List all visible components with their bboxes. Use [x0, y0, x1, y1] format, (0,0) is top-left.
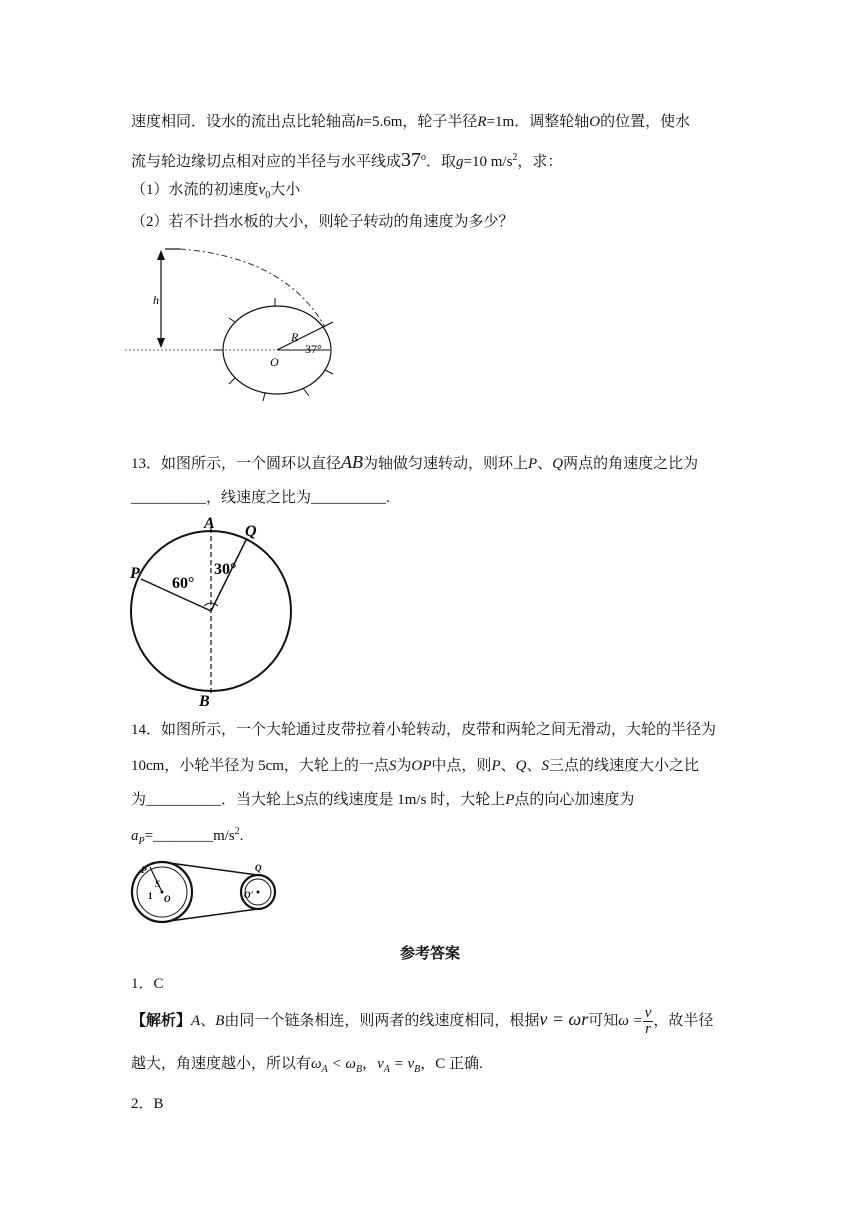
var-B: B: [215, 1012, 225, 1029]
var-a: a: [131, 828, 139, 844]
arrow-head-top: [157, 250, 165, 260]
sup: 2: [512, 152, 518, 163]
sep: 、: [537, 456, 553, 472]
text: 为轴做匀速转动，则环上: [363, 456, 529, 472]
label-P: P: [130, 565, 140, 582]
text: ，故半径: [653, 1012, 714, 1029]
q13-line2: [131, 488, 390, 508]
text: 越大，角速度越小，所以有: [131, 1056, 312, 1072]
text: .: [239, 828, 244, 844]
var-Q: Q: [515, 758, 527, 774]
text: 点的向心加速度为: [514, 792, 635, 808]
label-30: 30°: [214, 561, 237, 578]
sep: ，: [362, 1056, 378, 1072]
text: 流与轮边缘切点相对应的半径与水平线成: [131, 154, 402, 170]
q14-line1: [131, 720, 716, 740]
answer-2: 2．B: [131, 1096, 164, 1112]
label-P: P: [141, 865, 147, 875]
var-S: S: [388, 758, 397, 774]
center-O2: [257, 891, 260, 894]
label-angle: 37°: [305, 342, 322, 356]
text: 可知: [588, 1012, 619, 1029]
q12-sub1: [131, 180, 300, 206]
label-Q: Q: [245, 523, 257, 540]
text: =5.6m，轮子半径: [363, 114, 478, 130]
label-O: O: [270, 355, 279, 369]
text: ，求：: [517, 154, 563, 170]
var-A: A: [191, 1012, 201, 1029]
sub: B: [414, 1064, 421, 1075]
var-g: g: [456, 154, 464, 170]
v-equal: = v: [389, 1056, 415, 1072]
belt-pulley-figure: [130, 858, 290, 930]
q14-line3: [131, 790, 634, 810]
var-R: R: [477, 114, 487, 130]
sup: 2: [234, 826, 240, 837]
text: =1m．调整轮轴: [486, 114, 590, 130]
var-S: S: [296, 792, 304, 808]
text: __________，线速度之比为__________.: [131, 490, 390, 506]
sub: P: [138, 836, 145, 847]
omega-compare: < ω: [327, 1056, 356, 1072]
text: 三点的线速度大小之比: [548, 758, 699, 774]
text: ，C 正确.: [420, 1056, 483, 1072]
formula-omega: ω =: [618, 1012, 643, 1029]
text: 大小: [270, 182, 301, 198]
text: 中点，则: [431, 758, 492, 774]
text: 点的线速度是 1m/s 时，大轮上: [303, 792, 506, 808]
v: v: [377, 1056, 384, 1072]
water-trajectory: [180, 249, 325, 327]
var-AB: AB: [341, 452, 364, 472]
numerator: v: [644, 1005, 652, 1021]
q14-line2: [131, 756, 699, 776]
text: 为__________．当大轮上: [131, 792, 297, 808]
label-B: B: [199, 693, 210, 708]
text: 由同一个链条相连，则两者的线速度相同，根据: [224, 1012, 540, 1029]
label-O2: O': [244, 890, 253, 900]
var-h: h: [356, 114, 364, 130]
var-v: v: [258, 182, 266, 198]
q14-line4: [131, 822, 244, 852]
text: （2）若不计挡水板的大小，则轮子转动的角速度为多少？: [131, 214, 514, 230]
text: 速度相同．设水的流出点比轮轴高: [131, 114, 357, 130]
denominator: r: [645, 1021, 651, 1037]
fraction-v-over-r: [643, 1006, 654, 1037]
sep: 、: [200, 1012, 216, 1029]
text: 为: [396, 758, 412, 774]
text: ．取: [426, 154, 457, 170]
text: =10 m/s: [463, 154, 513, 170]
text: =________m/s: [144, 828, 235, 844]
var-P: P: [528, 456, 538, 472]
text: 的位置，使水: [600, 114, 691, 130]
q12-sub2: [131, 212, 514, 232]
answer-1-explanation-cont: [131, 1054, 483, 1080]
label-A: A: [204, 516, 215, 532]
var-P: P: [491, 758, 501, 774]
belt-top: [162, 862, 258, 875]
var-P: P: [505, 792, 515, 808]
ring-figure: [122, 516, 302, 708]
angle-value: 37: [401, 149, 422, 171]
label-R: R: [291, 330, 299, 344]
q12-line1: [131, 112, 690, 132]
arrow-head-bottom: [157, 338, 165, 348]
q13-line1: [131, 452, 698, 474]
text: 10cm，小轮半径为 5cm，大轮上的一点: [131, 758, 389, 774]
degree-sup: o: [421, 152, 427, 163]
label-O: O: [164, 894, 171, 904]
formula-v-omega-r: v = ωr: [539, 1008, 589, 1029]
sep: 、: [500, 758, 516, 774]
label-Q: Q: [255, 863, 262, 873]
text: 14．如图所示，一个大轮通过皮带拉着小轮转动，皮带和两轮之间无滑动，大轮的半径为: [131, 722, 717, 738]
label-1: 1: [148, 891, 153, 901]
var-OP: OP: [411, 758, 432, 774]
omega: ω: [311, 1056, 322, 1072]
q12-line2: [131, 148, 562, 172]
sub: A: [383, 1064, 390, 1075]
sep: 、: [526, 758, 542, 774]
sub: A: [321, 1064, 328, 1075]
var-S: S: [541, 758, 549, 774]
sub: 0: [265, 190, 271, 201]
text: 13．如图所示，一个圆环以直径: [131, 456, 342, 472]
text: （1）水流的初速度: [131, 182, 259, 198]
var-O: O: [589, 114, 601, 130]
answers-title: 参考答案: [399, 946, 460, 962]
label-h: h: [153, 293, 159, 307]
label-S: S: [155, 879, 161, 889]
sub: B: [355, 1064, 363, 1075]
text: 两点的角速度之比为: [563, 456, 699, 472]
var-Q: Q: [552, 456, 564, 472]
belt-bottom: [162, 909, 258, 922]
answer-1: 1．C: [131, 976, 164, 992]
explanation-tag: 【解析】: [131, 1012, 192, 1029]
label-60: 60°: [172, 575, 195, 592]
water-wheel-figure: [125, 242, 365, 412]
answer-1-explanation: [131, 1006, 713, 1037]
